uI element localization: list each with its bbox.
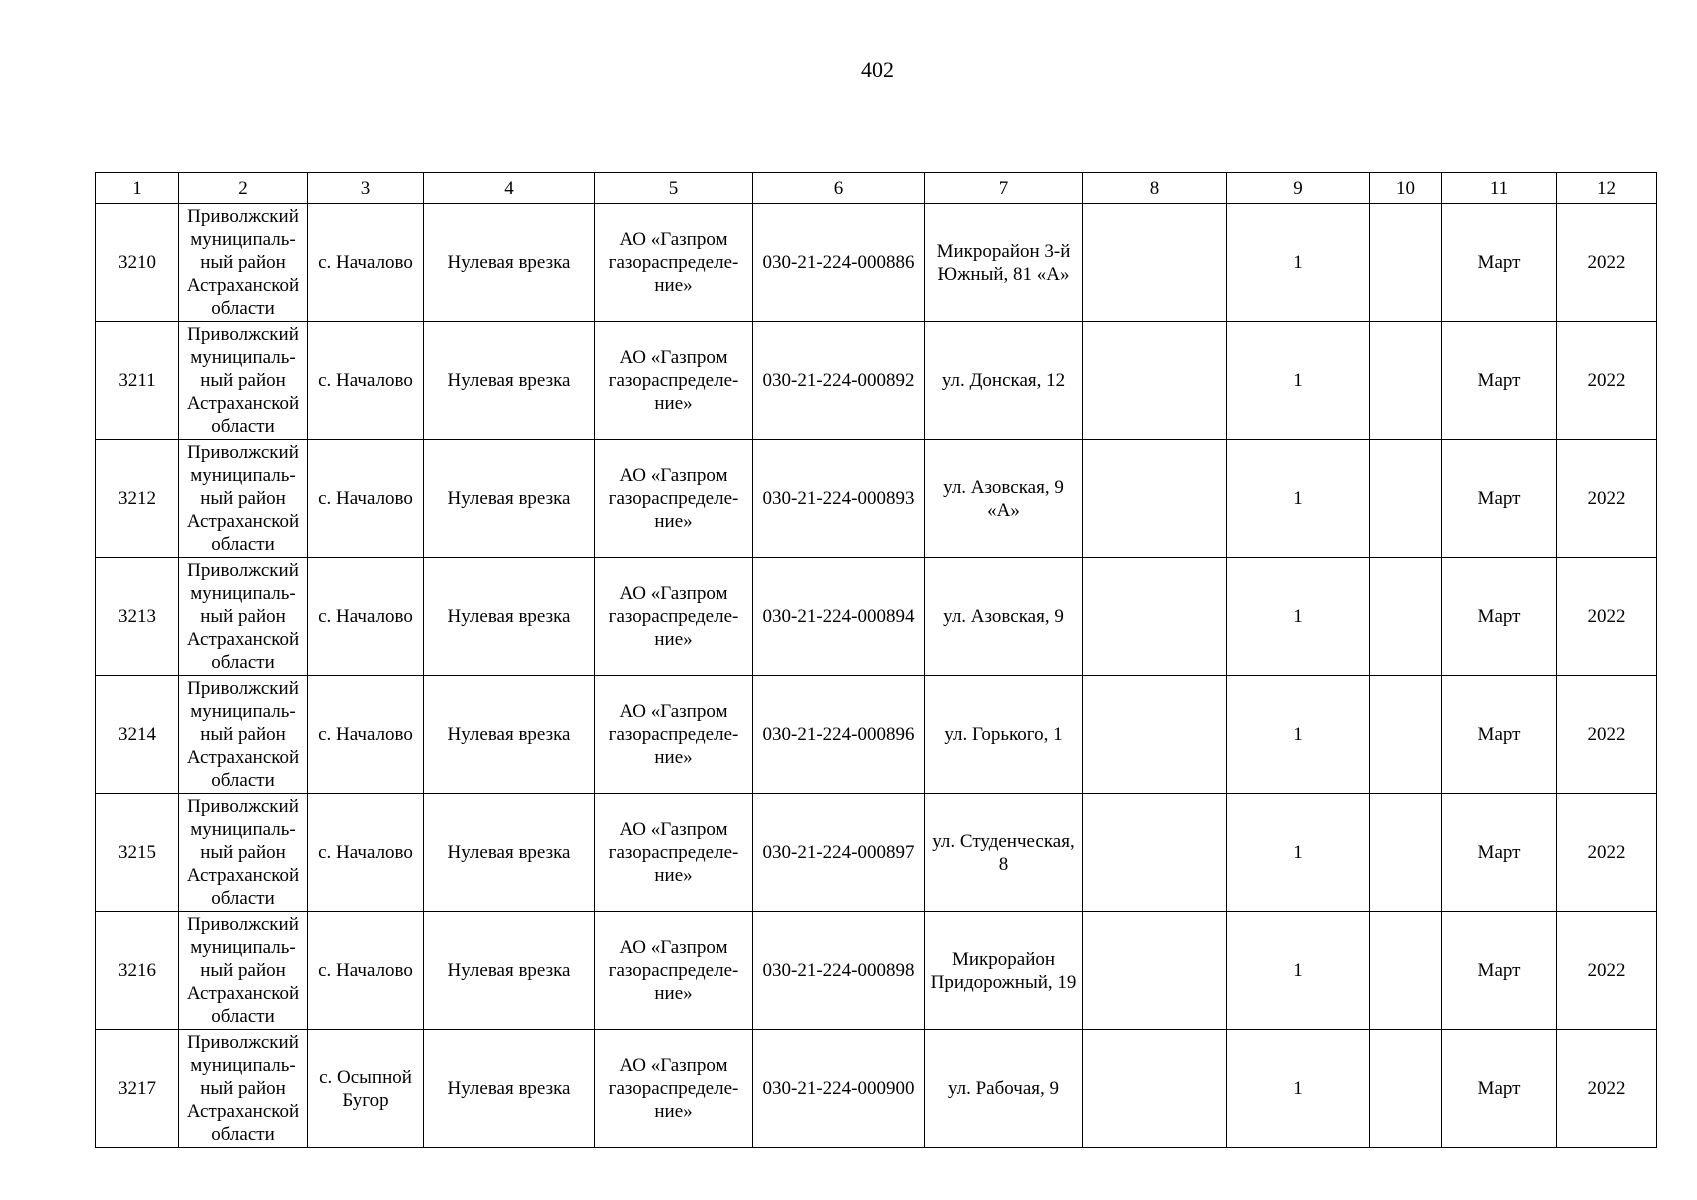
work-type-cell: Нулевая врезка bbox=[424, 1030, 595, 1148]
settlement-cell bbox=[308, 912, 424, 1030]
cell-line: Астраханской bbox=[186, 511, 300, 532]
month-cell: Март bbox=[1442, 440, 1557, 558]
object-code-cell: 030-21-224-000892 bbox=[753, 322, 925, 440]
month-cell: Март bbox=[1442, 1030, 1557, 1148]
data-table bbox=[95, 172, 1657, 1148]
work-type-cell: Нулевая врезка bbox=[424, 676, 595, 794]
cell-line: Астраханской bbox=[186, 747, 300, 768]
column-10-cell bbox=[1370, 322, 1442, 440]
settlement-cell bbox=[308, 440, 424, 558]
cell-line: «А» bbox=[987, 499, 1020, 521]
row-number-cell: 3212 bbox=[96, 440, 179, 558]
cell-line: Астраханской bbox=[186, 983, 300, 1004]
table-row bbox=[96, 794, 1657, 912]
object-code-cell: 030-21-224-000897 bbox=[753, 794, 925, 912]
object-code-cell: 030-21-224-000896 bbox=[753, 676, 925, 794]
cell-line: ние» bbox=[654, 629, 693, 650]
quantity-cell: 1 bbox=[1227, 912, 1370, 1030]
cell-line: Микрорайон 3-й bbox=[936, 240, 1071, 262]
settlement-cell bbox=[308, 322, 424, 440]
column-8-cell bbox=[1083, 440, 1227, 558]
cell-line: газораспределе- bbox=[608, 606, 739, 627]
table-body bbox=[96, 173, 1657, 1148]
column-header: 12 bbox=[1557, 173, 1657, 204]
column-header: 5 bbox=[595, 173, 753, 204]
cell-line: муниципаль- bbox=[190, 465, 296, 486]
address-cell bbox=[925, 322, 1083, 440]
year-cell: 2022 bbox=[1557, 676, 1657, 794]
column-header: 8 bbox=[1083, 173, 1227, 204]
cell-line: области bbox=[211, 298, 275, 319]
year-cell: 2022 bbox=[1557, 1030, 1657, 1148]
settlement-cell bbox=[308, 676, 424, 794]
year-cell: 2022 bbox=[1557, 912, 1657, 1030]
district-cell bbox=[179, 794, 308, 912]
cell-line: газораспределе- bbox=[608, 960, 739, 981]
object-code-cell: 030-21-224-000900 bbox=[753, 1030, 925, 1148]
cell-line: с. Началово bbox=[318, 606, 413, 627]
cell-line: Приволжский bbox=[187, 796, 299, 817]
organization-cell bbox=[595, 1030, 753, 1148]
district-cell bbox=[179, 1030, 308, 1148]
table-row bbox=[96, 204, 1657, 322]
cell-line: ние» bbox=[654, 393, 693, 414]
table-row bbox=[96, 912, 1657, 1030]
cell-line: ние» bbox=[654, 747, 693, 768]
address-cell bbox=[925, 1030, 1083, 1148]
column-header: 4 bbox=[424, 173, 595, 204]
work-type-cell: Нулевая врезка bbox=[424, 558, 595, 676]
cell-line: с. Началово bbox=[318, 724, 413, 745]
table-row bbox=[96, 440, 1657, 558]
column-10-cell bbox=[1370, 676, 1442, 794]
column-10-cell bbox=[1370, 1030, 1442, 1148]
quantity-cell: 1 bbox=[1227, 322, 1370, 440]
cell-line: муниципаль- bbox=[190, 937, 296, 958]
cell-line: ул. Горького, 1 bbox=[944, 724, 1063, 745]
column-header: 10 bbox=[1370, 173, 1442, 204]
organization-cell bbox=[595, 322, 753, 440]
cell-line: Приволжский bbox=[187, 206, 299, 227]
cell-line: Астраханской bbox=[186, 393, 300, 414]
cell-line: Астраханской bbox=[186, 1101, 300, 1122]
cell-line: муниципаль- bbox=[190, 819, 296, 840]
address-cell bbox=[925, 794, 1083, 912]
page-number: 402 bbox=[861, 57, 894, 82]
object-code-cell: 030-21-224-000886 bbox=[753, 204, 925, 322]
district-cell bbox=[179, 322, 308, 440]
cell-line: области bbox=[211, 1006, 275, 1027]
cell-line: ул. Донская, 12 bbox=[941, 370, 1066, 391]
cell-line: с. Началово bbox=[318, 370, 413, 391]
column-header: 3 bbox=[308, 173, 424, 204]
cell-line: Приволжский bbox=[187, 678, 299, 699]
column-8-cell bbox=[1083, 1030, 1227, 1148]
cell-line: АО «Газпром bbox=[619, 583, 728, 604]
cell-line: ние» bbox=[654, 865, 693, 886]
cell-line: АО «Газпром bbox=[619, 937, 728, 958]
cell-line: муниципаль- bbox=[190, 701, 296, 722]
cell-line: области bbox=[211, 416, 275, 437]
settlement-cell bbox=[308, 558, 424, 676]
work-type-cell: Нулевая врезка bbox=[424, 794, 595, 912]
object-code-cell: 030-21-224-000893 bbox=[753, 440, 925, 558]
cell-line: Приволжский bbox=[187, 560, 299, 581]
cell-line: ный район bbox=[200, 488, 286, 509]
month-cell: Март bbox=[1442, 794, 1557, 912]
district-cell bbox=[179, 676, 308, 794]
cell-line: ный район bbox=[200, 724, 286, 745]
object-code-cell: 030-21-224-000898 bbox=[753, 912, 925, 1030]
work-type-cell: Нулевая врезка bbox=[424, 322, 595, 440]
cell-line: муниципаль- bbox=[190, 347, 296, 368]
address-cell bbox=[925, 204, 1083, 322]
cell-line: Приволжский bbox=[187, 914, 299, 935]
cell-line: АО «Газпром bbox=[619, 1055, 728, 1076]
organization-cell bbox=[595, 794, 753, 912]
cell-line: области bbox=[211, 1124, 275, 1145]
cell-line: ул. Рабочая, 9 bbox=[947, 1078, 1060, 1099]
cell-line: Астраханской bbox=[186, 275, 300, 296]
organization-cell bbox=[595, 558, 753, 676]
organization-cell bbox=[595, 676, 753, 794]
month-cell: Март bbox=[1442, 322, 1557, 440]
column-8-cell bbox=[1083, 558, 1227, 676]
cell-line: ние» bbox=[654, 511, 693, 532]
month-cell: Март bbox=[1442, 912, 1557, 1030]
cell-line: муниципаль- bbox=[190, 229, 296, 250]
cell-line: ул. Студенческая, bbox=[932, 830, 1075, 852]
cell-line: муниципаль- bbox=[190, 1055, 296, 1076]
cell-line: ние» bbox=[654, 1101, 693, 1122]
table-header-row bbox=[96, 173, 1657, 204]
cell-line: с. Осыпной bbox=[319, 1066, 412, 1088]
year-cell: 2022 bbox=[1557, 794, 1657, 912]
cell-line: АО «Газпром bbox=[619, 701, 728, 722]
row-number-cell: 3211 bbox=[96, 322, 179, 440]
cell-line: области bbox=[211, 770, 275, 791]
cell-line: газораспределе- bbox=[608, 488, 739, 509]
column-10-cell bbox=[1370, 204, 1442, 322]
quantity-cell: 1 bbox=[1227, 558, 1370, 676]
cell-line: ние» bbox=[654, 983, 693, 1004]
cell-line: Бугор bbox=[342, 1089, 389, 1111]
cell-line: Приволжский bbox=[187, 324, 299, 345]
cell-line: газораспределе- bbox=[608, 724, 739, 745]
cell-line: Астраханской bbox=[186, 629, 300, 650]
cell-line: муниципаль- bbox=[190, 583, 296, 604]
work-type-cell: Нулевая врезка bbox=[424, 440, 595, 558]
year-cell: 2022 bbox=[1557, 322, 1657, 440]
settlement-cell bbox=[308, 204, 424, 322]
column-header: 6 bbox=[753, 173, 925, 204]
cell-line: АО «Газпром bbox=[619, 347, 728, 368]
organization-cell bbox=[595, 912, 753, 1030]
cell-line: ный район bbox=[200, 842, 286, 863]
row-number-cell: 3210 bbox=[96, 204, 179, 322]
column-10-cell bbox=[1370, 912, 1442, 1030]
cell-line: ный район bbox=[200, 252, 286, 273]
row-number-cell: 3215 bbox=[96, 794, 179, 912]
column-10-cell bbox=[1370, 794, 1442, 912]
district-cell bbox=[179, 912, 308, 1030]
column-header: 2 bbox=[179, 173, 308, 204]
cell-line: области bbox=[211, 888, 275, 909]
row-number-cell: 3213 bbox=[96, 558, 179, 676]
column-header: 9 bbox=[1227, 173, 1370, 204]
cell-line: АО «Газпром bbox=[619, 229, 728, 250]
cell-line: ный район bbox=[200, 606, 286, 627]
table-row bbox=[96, 1030, 1657, 1148]
cell-line: ный район bbox=[200, 1078, 286, 1099]
cell-line: области bbox=[211, 652, 275, 673]
column-header: 1 bbox=[96, 173, 179, 204]
column-10-cell bbox=[1370, 440, 1442, 558]
cell-line: Приволжский bbox=[187, 442, 299, 463]
settlement-cell bbox=[308, 794, 424, 912]
cell-line: газораспределе- bbox=[608, 252, 739, 273]
cell-line: Микрорайон bbox=[951, 948, 1056, 970]
address-cell bbox=[925, 558, 1083, 676]
cell-line: газораспределе- bbox=[608, 842, 739, 863]
address-cell bbox=[925, 912, 1083, 1030]
quantity-cell: 1 bbox=[1227, 440, 1370, 558]
column-10-cell bbox=[1370, 558, 1442, 676]
month-cell: Март bbox=[1442, 204, 1557, 322]
month-cell: Март bbox=[1442, 558, 1557, 676]
district-cell bbox=[179, 558, 308, 676]
column-header: 7 bbox=[925, 173, 1083, 204]
column-8-cell bbox=[1083, 322, 1227, 440]
quantity-cell: 1 bbox=[1227, 676, 1370, 794]
cell-line: ный район bbox=[200, 960, 286, 981]
address-cell bbox=[925, 440, 1083, 558]
cell-line: газораспределе- bbox=[608, 370, 739, 391]
quantity-cell: 1 bbox=[1227, 204, 1370, 322]
year-cell: 2022 bbox=[1557, 558, 1657, 676]
cell-line: Приволжский bbox=[187, 1032, 299, 1053]
cell-line: 8 bbox=[998, 853, 1009, 875]
cell-line: АО «Газпром bbox=[619, 819, 728, 840]
object-code-cell: 030-21-224-000894 bbox=[753, 558, 925, 676]
cell-line: ние» bbox=[654, 275, 693, 296]
table-row bbox=[96, 322, 1657, 440]
cell-line: с. Началово bbox=[318, 488, 413, 509]
row-number-cell: 3216 bbox=[96, 912, 179, 1030]
quantity-cell: 1 bbox=[1227, 1030, 1370, 1148]
quantity-cell: 1 bbox=[1227, 794, 1370, 912]
address-cell bbox=[925, 676, 1083, 794]
column-header: 11 bbox=[1442, 173, 1557, 204]
cell-line: Южный, 81 «А» bbox=[937, 263, 1070, 285]
cell-line: ул. Азовская, 9 bbox=[943, 476, 1064, 498]
cell-line: АО «Газпром bbox=[619, 465, 728, 486]
cell-line: ул. Азовская, 9 bbox=[943, 606, 1064, 627]
work-type-cell: Нулевая врезка bbox=[424, 204, 595, 322]
district-cell bbox=[179, 204, 308, 322]
cell-line: ный район bbox=[200, 370, 286, 391]
row-number-cell: 3217 bbox=[96, 1030, 179, 1148]
cell-line: с. Началово bbox=[318, 842, 413, 863]
cell-line: газораспределе- bbox=[608, 1078, 739, 1099]
work-type-cell: Нулевая врезка bbox=[424, 912, 595, 1030]
table-row bbox=[96, 558, 1657, 676]
column-8-cell bbox=[1083, 204, 1227, 322]
month-cell: Март bbox=[1442, 676, 1557, 794]
district-cell bbox=[179, 440, 308, 558]
year-cell: 2022 bbox=[1557, 440, 1657, 558]
organization-cell bbox=[595, 440, 753, 558]
cell-line: Придорожный, 19 bbox=[930, 971, 1077, 993]
year-cell: 2022 bbox=[1557, 204, 1657, 322]
row-number-cell: 3214 bbox=[96, 676, 179, 794]
organization-cell bbox=[595, 204, 753, 322]
column-8-cell bbox=[1083, 912, 1227, 1030]
column-8-cell bbox=[1083, 676, 1227, 794]
cell-line: с. Началово bbox=[318, 960, 413, 981]
table-row bbox=[96, 676, 1657, 794]
column-8-cell bbox=[1083, 794, 1227, 912]
settlement-cell bbox=[308, 1030, 424, 1148]
cell-line: области bbox=[211, 534, 275, 555]
cell-line: Астраханской bbox=[186, 865, 300, 886]
cell-line: с. Началово bbox=[318, 252, 413, 273]
